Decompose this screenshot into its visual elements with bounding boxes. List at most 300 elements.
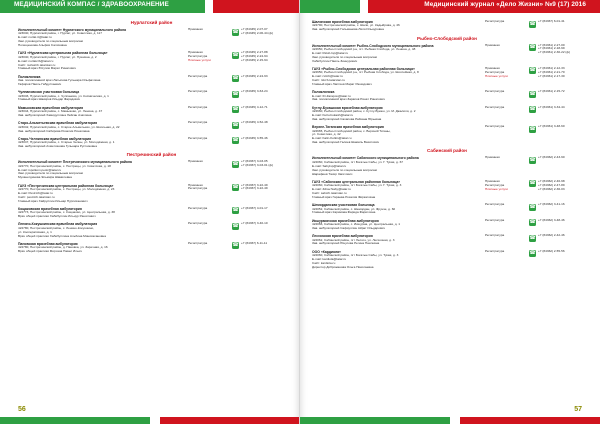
phone-number[interactable]: +7 (84362) 2-47-89 bbox=[538, 182, 565, 187]
entry-phones bbox=[241, 106, 285, 118]
phone-icon-cell bbox=[529, 234, 538, 246]
entry-details bbox=[312, 250, 485, 270]
entry-line: Главный врач Каримова Фарида Фаритовна bbox=[312, 211, 376, 215]
phone-label: Регистратура bbox=[188, 205, 208, 210]
phone-icon: ☎ bbox=[529, 234, 536, 241]
entry-line: 422770, Пестречинский район, с. Пестрецы, ул. Молодёжная, д. 23 bbox=[18, 187, 115, 191]
entry-details bbox=[312, 180, 485, 200]
entry-line: Главный врач Лаптиев Марат Рашидович bbox=[312, 82, 372, 86]
entry-line: E-mail: nurlat.rt@tatar.ru bbox=[18, 36, 52, 40]
entry-name: Старо-Альметьевская врачебная амбулатория bbox=[18, 121, 98, 126]
directory-entry bbox=[18, 51, 285, 71]
phone-number[interactable]: +7 (84345) 2-24-93 bbox=[241, 73, 268, 78]
district-heading: Сабинский район bbox=[427, 148, 467, 154]
entry-phones bbox=[241, 90, 285, 102]
phone-label: Регистратура bbox=[188, 240, 208, 245]
directory-entry bbox=[18, 28, 285, 48]
entry-line: Зам. руководителя по социальным вопросам bbox=[312, 168, 377, 172]
phone-number[interactable]: +7 (84345) 2-07-07 bbox=[241, 27, 268, 31]
phone-icon: ☎ bbox=[232, 106, 239, 113]
phone-number[interactable]: +7 (84362) 2-42-46 bbox=[538, 233, 565, 238]
entry-details bbox=[18, 51, 188, 71]
entry-phone-labels bbox=[485, 156, 529, 176]
right-page bbox=[300, 0, 600, 424]
phone-icon: ☎ bbox=[529, 106, 536, 113]
phone-icon: ☎ bbox=[529, 67, 536, 74]
entry-phones bbox=[241, 75, 285, 87]
entry-line: Зам. руководителя по социальным вопросам bbox=[312, 55, 377, 59]
phone-number[interactable]: +7 (84361) 2-21-70 bbox=[538, 69, 565, 74]
entry-phones bbox=[241, 207, 285, 219]
entry-line: 423044, Нурлатский район, с. Мамыково, ул. Ленина, д. 47 bbox=[18, 110, 103, 114]
entry-phone-labels bbox=[485, 106, 529, 122]
entry-details bbox=[18, 75, 188, 87]
entry-name: ГАУЗ «Сабинская центральная районная больница» bbox=[312, 179, 401, 184]
phone-number[interactable]: +7 (84362) 2-36-03 bbox=[538, 186, 565, 191]
phone-label: Регистратура bbox=[188, 135, 208, 140]
phone-number[interactable]: +7 (84361) 3-34-44 bbox=[538, 104, 565, 109]
entry-phones bbox=[538, 156, 582, 176]
phone-number[interactable]: +7 (84361) 2-30-22 (ф) bbox=[538, 50, 571, 55]
entry-phone-labels bbox=[188, 28, 232, 48]
entry-phone-labels bbox=[188, 75, 232, 87]
phone-icon: ☎ bbox=[529, 250, 536, 257]
entry-details bbox=[312, 90, 485, 102]
entry-line: Зав. амбулаторией Сабирова Розалия Ринатовна bbox=[18, 129, 90, 133]
entry-phones bbox=[241, 184, 285, 204]
entry-phones bbox=[538, 219, 582, 231]
phone-icon: ☎ bbox=[232, 121, 239, 128]
entry-line: Зав. амбулаторией Ахметзянова Гульнара Рустемовна bbox=[18, 145, 97, 149]
phone-icon-cell bbox=[529, 219, 538, 231]
entry-line: Зам. руководителя по социальным вопросам bbox=[18, 40, 83, 44]
directory-entry bbox=[312, 203, 582, 215]
phone-icon-cell bbox=[529, 125, 538, 145]
phone-number[interactable]: +7 (84361) 2-15-72 bbox=[538, 89, 565, 94]
phone-icon: ☎ bbox=[232, 51, 239, 58]
phone-label: Регистратура bbox=[485, 233, 505, 238]
entry-line: 422650, Рыбно-Слободский р-н, пгт Рыбная Слобода, ул. Шоссейная, д. 8 bbox=[312, 71, 419, 75]
phone-label: Приемная bbox=[188, 182, 203, 187]
entry-line: Главный врач Юсупов Марат Ринатович bbox=[18, 67, 77, 71]
entry-phone-labels bbox=[485, 180, 529, 200]
entry-name: ГАУЗ «Пестречинская центральная районная больница» bbox=[18, 183, 114, 188]
phone-label: Регистратура bbox=[188, 104, 208, 109]
entry-phones bbox=[538, 250, 582, 270]
phone-icon: ☎ bbox=[232, 207, 239, 214]
entry-details bbox=[312, 234, 485, 246]
directory-entry bbox=[312, 125, 582, 145]
entry-line: Зав. амбулаторией Сахапова Райхана Юрьевна bbox=[312, 117, 382, 121]
entry-line: 422062, Сабинский район, пгт Лесхоз, ул. Лесхозная, д. 3 bbox=[312, 238, 395, 242]
phone-label: Регистратура bbox=[188, 54, 208, 59]
phone-number[interactable]: +7 (84345) 2-27-88 bbox=[241, 50, 268, 55]
directory-entry bbox=[18, 184, 285, 204]
phone-icon-cell bbox=[232, 51, 241, 71]
entry-phone-labels bbox=[188, 51, 232, 71]
phone-number[interactable]: +7 (84345) 4-52-48 bbox=[241, 120, 268, 125]
phone-icon: ☎ bbox=[529, 219, 536, 226]
entry-name: Мамыковская врачебная амбулатория bbox=[18, 105, 84, 110]
entry-line: Шарафиев Тахир Загитович bbox=[312, 172, 353, 176]
phone-number[interactable]: +7 (84361) 3-48-60 bbox=[538, 124, 565, 129]
directory-entry bbox=[18, 222, 285, 238]
entry-phone-labels bbox=[188, 160, 232, 180]
entry-line: Муханетдинова Эльмира Шамилевна bbox=[18, 176, 72, 180]
directory-entry bbox=[18, 137, 285, 149]
entry-phone-labels bbox=[188, 90, 232, 102]
entry-details bbox=[18, 184, 188, 204]
phone-label: Приемная bbox=[485, 42, 500, 47]
entry-line: Зав. амбулаторией Сафиуллин Айрат Ильдарович bbox=[312, 226, 385, 230]
entry-line: Зав. амбулаторией Галиев Шамиль Вахитович bbox=[312, 141, 380, 145]
phone-icon-cell bbox=[529, 67, 538, 87]
entry-line: Директор Доброжанова Ольга Николаевна bbox=[312, 265, 374, 269]
district-heading: Нурлатский район bbox=[130, 20, 173, 25]
entry-line: Зав. амбулаторией Гильманова Ляля Ильнуровна bbox=[312, 28, 384, 32]
entry-details bbox=[18, 242, 188, 254]
phone-icon-cell bbox=[529, 180, 538, 200]
entry-phones bbox=[538, 44, 582, 64]
phone-icon: ☎ bbox=[232, 90, 239, 97]
entry-line: Хабибуллин Наиль Зиннурович bbox=[312, 59, 358, 63]
entry-details bbox=[312, 44, 485, 64]
phone-number[interactable]: +7 (84345) 3-63-24 bbox=[241, 89, 268, 94]
phone-label: Платные услуги bbox=[188, 58, 211, 63]
entry-phone-labels bbox=[485, 234, 529, 246]
phone-number[interactable]: +7 (84367) 3-03-05 bbox=[241, 159, 268, 164]
footer-band bbox=[0, 417, 299, 424]
phone-icon-cell bbox=[529, 90, 538, 102]
entry-details bbox=[18, 121, 188, 133]
entry-phone-labels bbox=[188, 184, 232, 204]
entry-phone-labels bbox=[188, 222, 232, 238]
entry-phone-labels bbox=[485, 67, 529, 87]
entry-line: 422773, Пестречинский район, с. Кощаково, ул. Центральная, д. 38 bbox=[18, 211, 115, 215]
phone-label: Регистратура bbox=[485, 19, 505, 23]
entry-line: Главный врач Шакиров Ильдар Фаридович bbox=[18, 98, 81, 102]
entry-phone-labels bbox=[485, 90, 529, 102]
entry-line: 422060, Сабинский район, пгт Богатые Сабы, ул. Тукая, д. 3 bbox=[312, 254, 399, 258]
phone-number[interactable]: +7 (84362) 3-41-16 bbox=[538, 202, 565, 207]
entry-line: Главный врач Хайруллин Ильнар Нурлиханович bbox=[18, 199, 88, 203]
phone-number[interactable]: +7 (84367) 3-22-49 bbox=[241, 186, 268, 191]
phone-number[interactable]: +7 (84345) 4-12-71 bbox=[241, 104, 268, 109]
entry-line: 422665, Рыбно-Слободский район, с. Верхний Тиганы, bbox=[312, 129, 391, 133]
entry-phones bbox=[241, 242, 285, 254]
phone-icon: ☎ bbox=[529, 20, 536, 27]
phone-icon-cell bbox=[232, 75, 241, 87]
entry-line: E-mail: Pestrcrb@tatar.ru bbox=[18, 191, 53, 195]
entry-phones bbox=[241, 160, 285, 180]
entry-line: 423040, Нурлатский район, г. Нурлат, ул. Пушкина, д. 2 bbox=[18, 55, 97, 59]
phone-label: Приемная bbox=[485, 178, 500, 183]
directory-entry bbox=[312, 219, 582, 231]
entry-line: 423040, Нурлатский район, г. Нурлат, ул. Советская, д. 117 bbox=[18, 32, 102, 36]
entry-line: 422790, Пестречинский район, с. Шали, ул. Кадыйрова, д. 46 bbox=[312, 24, 400, 28]
entry-name: Исполнительный комитет Сабинского муниципального района bbox=[312, 156, 419, 161]
entry-line: E-mail: kardiola@tatar.ru bbox=[312, 257, 347, 261]
directory-entry bbox=[312, 90, 582, 102]
phone-icon: ☎ bbox=[232, 242, 239, 249]
entry-line: Сайт: sabcrb.tatarstan.ru bbox=[312, 191, 347, 195]
phone-icon-cell bbox=[529, 44, 538, 64]
running-header: Медицинский журнал «Дело Жизни» №9 (17) 2016 bbox=[424, 1, 586, 8]
phone-icon-cell bbox=[232, 207, 241, 219]
phone-icon-cell bbox=[529, 156, 538, 176]
entry-phones bbox=[538, 180, 582, 200]
phone-number[interactable]: +7 (84367) 4-01-17 bbox=[241, 205, 268, 210]
entry-phones bbox=[241, 137, 285, 149]
entry-name: Исполнительный комитет Пестречинского муниципального района bbox=[18, 160, 132, 165]
phone-icon-cell bbox=[232, 222, 241, 238]
phone-icon-cell bbox=[529, 106, 538, 122]
phone-icon: ☎ bbox=[529, 90, 536, 97]
entry-line: E-mail: Rslob.Isp@tatar.ru bbox=[312, 51, 349, 55]
phone-label: Регистратура bbox=[188, 120, 208, 125]
entry-phones bbox=[538, 67, 582, 87]
entry-phone-labels bbox=[485, 125, 529, 145]
directory-entry bbox=[312, 20, 582, 32]
entry-line: 422650, Рыбно-Слободский р-н, пгт. Рыбная Слобода, ул. Ленина, д. 48 bbox=[312, 47, 416, 51]
entry-line: 422780, Пестречинский район, д. Пановка, ул. Заречная, д. 16 bbox=[18, 246, 108, 250]
entry-line: Зав. амбулаторией Хамидуллина Лейсан Азатовна bbox=[18, 114, 92, 117]
phone-icon: ☎ bbox=[529, 180, 536, 187]
directory-entry bbox=[312, 180, 582, 200]
directory-entry bbox=[18, 75, 285, 87]
entry-line: Зам. руководителя по социальным вопросам bbox=[18, 172, 83, 176]
entry-name: ГАУЗ «Рыбно-Слободская центральная районная больница» bbox=[312, 66, 415, 71]
entry-line: ул. Советская, д. 42 bbox=[312, 133, 341, 137]
page-number: 57 bbox=[574, 406, 582, 413]
phone-icon-cell bbox=[232, 121, 241, 133]
entry-phone-labels bbox=[188, 137, 232, 149]
phone-label: Регистратура bbox=[485, 69, 505, 74]
entry-line: Сайт: pestrcrb.tatarstan.ru bbox=[18, 195, 55, 199]
entry-line: Гафиров Наиль Габдулхаевич bbox=[18, 82, 62, 86]
phone-number[interactable]: +7 (84361) 2-12-33 bbox=[538, 65, 565, 70]
phone-label: Приемная bbox=[188, 159, 203, 164]
entry-phones bbox=[241, 51, 285, 71]
entry-line: 422770, Пестречинский район, с. Пестрецы, ул. Советская, д. 18 bbox=[18, 164, 111, 168]
entry-phone-labels bbox=[485, 20, 529, 32]
entry-name: Икшурминская врачебная амбулатория bbox=[312, 218, 379, 223]
footer-band bbox=[300, 417, 600, 424]
directory-column bbox=[312, 20, 582, 400]
directory-entry bbox=[312, 106, 582, 122]
phone-icon-cell bbox=[232, 242, 241, 254]
entry-line: E-mail: ID-Zarapov@tatar.ru bbox=[312, 94, 351, 98]
phone-label: Регистратура bbox=[485, 217, 505, 222]
directory-entry bbox=[312, 156, 582, 176]
entry-phone-labels bbox=[188, 121, 232, 133]
entry-line: Зав. поликлиникой врач Зарапов Ринат Ринатович bbox=[312, 98, 385, 102]
phone-label: Приемная bbox=[485, 155, 500, 160]
entry-name: Верхне-Тиганская врачебная амбулатория bbox=[312, 125, 384, 130]
entry-line: Врач общей практики Хабибуллина Альбина Минихасановна bbox=[18, 234, 106, 238]
entry-line: 422052, Сабинский район, с. Шемордан, ул. Фрунзе, д. 60 bbox=[312, 207, 396, 211]
entry-line: 422066, Сабинский район, с. Икшурма, ул. Центральная, д. 1 bbox=[312, 223, 400, 227]
entry-line: Врач общей практики Морозов Павел Ильич bbox=[18, 250, 82, 254]
phone-number[interactable]: +7 (84367) 6-01-41 bbox=[538, 19, 565, 23]
entry-details bbox=[18, 160, 188, 180]
phone-label: Регистратура bbox=[485, 202, 505, 207]
entry-line: E-mail: rslcrb@tatar.ru bbox=[312, 75, 343, 79]
entry-details bbox=[18, 106, 188, 118]
entry-details bbox=[312, 125, 485, 145]
district-heading: Рыбно-Слободский район bbox=[417, 35, 477, 41]
entry-line: E-mail: Kutlu.bukash@tatar.ru bbox=[312, 114, 354, 117]
phone-number[interactable]: +7 (84345) 3-55-46 bbox=[241, 135, 268, 140]
entry-details bbox=[312, 203, 485, 215]
entry-phones bbox=[538, 90, 582, 102]
entry-line: Главный врач Гараева Розалия Фиркатовна bbox=[312, 195, 376, 199]
phone-label: Регистратура bbox=[188, 89, 208, 94]
entry-name: Чулпановская участковая больница bbox=[18, 90, 80, 95]
entry-details bbox=[18, 222, 188, 238]
phone-icon: ☎ bbox=[232, 222, 239, 229]
entry-phone-labels bbox=[485, 203, 529, 215]
entry-line: E-mail: Sabyisp@tatar.ru bbox=[312, 164, 347, 168]
entry-line: E-mail: nurlatcrb@tatar.ru bbox=[18, 59, 54, 63]
phone-icon: ☎ bbox=[232, 137, 239, 144]
phone-icon: ☎ bbox=[529, 44, 536, 51]
entry-name: Исполнительный комитет Рыбно-Слободского муниципального района bbox=[312, 43, 434, 48]
directory-entry bbox=[18, 121, 285, 133]
entry-line: Зав. амбулаторией Юнусова Регина Наилевна bbox=[312, 242, 380, 246]
entry-line: 423042, Нурлатский район, с. Старое Альметьево, ул. Школьная, д. 22 bbox=[18, 125, 120, 129]
entry-line: 423047, Нурлатский район, с. Старые Челны, ул. Молодёжная, д. 1 bbox=[18, 141, 115, 145]
entry-name: ГАУЗ «Нурлатская центральная районная больница» bbox=[18, 51, 108, 56]
entry-phones bbox=[538, 125, 582, 145]
phone-number[interactable]: +7 (84345) 2-06-44 (ф) bbox=[241, 30, 274, 35]
phone-icon: ☎ bbox=[232, 184, 239, 191]
entry-name: Пановская врачебная амбулатория bbox=[18, 241, 78, 246]
phone-number[interactable]: +7 (84345) 2-15-94 bbox=[241, 58, 268, 63]
phone-icon: ☎ bbox=[232, 160, 239, 167]
directory-column bbox=[18, 20, 285, 400]
entry-name: Старо-Челнинская врачебная амбулатория bbox=[18, 136, 92, 141]
entry-name: Исполнительный комитет Нурлатского муниципального района bbox=[18, 28, 127, 32]
entry-phones bbox=[241, 121, 285, 133]
entry-phone-labels bbox=[188, 242, 232, 254]
phone-label: Регистратура bbox=[485, 182, 505, 187]
entry-name: Шеморданская участковая больница bbox=[312, 203, 375, 208]
phone-label: Регистратура bbox=[188, 73, 208, 78]
phone-icon: ☎ bbox=[529, 125, 536, 132]
directory-entry bbox=[18, 106, 285, 118]
phone-label: Регистратура bbox=[485, 124, 505, 129]
entry-line: 422660, Рыбно-Слободский район, с. Кутлу-Букаш, ул. М. Джалиля, д. 2 bbox=[312, 110, 416, 114]
entry-line: Зав. поликлиникой врач Латыпова Гульнара Ильфатовна bbox=[18, 79, 101, 83]
entry-line: E-mail: Kalin.Kolkin@tatar.ru bbox=[312, 137, 352, 141]
phone-icon-cell bbox=[232, 184, 241, 204]
entry-phones bbox=[241, 28, 285, 48]
phone-number[interactable]: +7 (84367) 6-11-11 bbox=[241, 240, 268, 245]
phone-number[interactable]: +7 (84362) 2-46-98 bbox=[538, 178, 565, 183]
entry-phones bbox=[241, 222, 285, 238]
entry-phone-labels bbox=[485, 250, 529, 270]
entry-name: ООО «Кардиола» bbox=[312, 249, 341, 254]
entry-line: ул. Кооперативная, д. 1 bbox=[18, 230, 52, 234]
entry-line: Сайт: rslcrb.tatarstan.ru bbox=[312, 79, 345, 83]
phone-number[interactable]: +7 (84362) 2-55-56 bbox=[538, 248, 565, 253]
phone-label: Регистратура bbox=[485, 89, 505, 94]
phone-label: Регистратура bbox=[485, 248, 505, 253]
phone-label: Приемная bbox=[188, 27, 203, 31]
phone-label: Регистратура bbox=[485, 104, 505, 109]
phone-number[interactable]: +7 (84361) 2-27-00 bbox=[538, 42, 565, 47]
phone-icon-cell bbox=[529, 20, 538, 32]
directory-entry bbox=[312, 44, 582, 64]
phone-icon-cell bbox=[232, 28, 241, 48]
phone-label: Приемная bbox=[485, 65, 500, 70]
phone-label: Платные услуги bbox=[485, 186, 508, 191]
phone-icon-cell bbox=[232, 160, 241, 180]
entry-line: E-mail: Zdrav.Saby@tatar.ru bbox=[312, 188, 351, 192]
entry-name: Лесхозская врачебная амбулатория bbox=[312, 234, 373, 239]
phone-number[interactable]: +7 (84361) 2-18-99 bbox=[538, 46, 565, 51]
entry-name: Шалинская врачебная амбулатория bbox=[312, 20, 373, 24]
entry-name: Кощаковская врачебная амбулатория bbox=[18, 206, 82, 211]
entry-line: Полещенкова Альфия Салиховна bbox=[18, 44, 67, 48]
entry-line: E-mail: ispolkom.pestr@tatar.ru bbox=[18, 168, 62, 172]
entry-line: Сайт: nurlatcrb.tatarstan.ru bbox=[18, 63, 56, 67]
directory-entry bbox=[18, 207, 285, 219]
directory-entry bbox=[312, 67, 582, 87]
entry-details bbox=[312, 106, 485, 122]
phone-label: Приемная bbox=[188, 50, 203, 55]
phone-number[interactable]: +7 (84367) 3-22-49 bbox=[241, 182, 268, 187]
entry-details bbox=[18, 28, 188, 48]
phone-icon-cell bbox=[232, 137, 241, 149]
phone-number[interactable]: +7 (84362) 2-43-90 bbox=[538, 155, 565, 160]
entry-details bbox=[312, 67, 485, 87]
directory-entry bbox=[18, 242, 285, 254]
entry-phones bbox=[538, 106, 582, 122]
phone-label: Регистратура bbox=[188, 186, 208, 191]
entry-line: 422060, Сабинский район, пгт Богатые Сабы, ул. Г. Тукая, д. 3 bbox=[312, 184, 402, 188]
entry-phone-labels bbox=[485, 44, 529, 64]
entry-line: Сайт: kardiola.ru bbox=[312, 261, 336, 265]
entry-name: Ленино-Кокушкинская врачебная амбулатория bbox=[18, 222, 98, 227]
phone-number[interactable]: +7 (84367) 3-03-01 (ф) bbox=[241, 163, 274, 168]
entry-name: Поликлиника bbox=[312, 90, 335, 95]
phone-label: Платные услуги bbox=[485, 73, 508, 78]
phone-number[interactable]: +7 (84361) 2-17-30 bbox=[538, 73, 565, 78]
phone-icon-cell bbox=[529, 203, 538, 215]
entry-phones bbox=[538, 20, 582, 32]
district-heading: Пестречинский район bbox=[126, 152, 177, 158]
entry-details bbox=[312, 20, 485, 32]
entry-details bbox=[18, 90, 188, 102]
phone-label: Регистратура bbox=[188, 221, 208, 226]
phone-number[interactable]: +7 (84345) 2-24-94 bbox=[241, 54, 268, 59]
phone-icon: ☎ bbox=[232, 75, 239, 82]
entry-line: 423046, Нурлатский район, с. Чулпаново, ул. Космическая, д. 1 bbox=[18, 94, 109, 98]
entry-name: Кутлу-Букашская врачебная амбулатория bbox=[312, 105, 383, 110]
entry-phones bbox=[538, 203, 582, 215]
entry-phone-labels bbox=[188, 106, 232, 118]
entry-details bbox=[18, 137, 188, 149]
phone-icon-cell bbox=[232, 90, 241, 102]
directory-entry bbox=[18, 90, 285, 102]
running-header: МЕДИЦИНСКИЙ КОМПАС / ЗДРАВООХРАНЕНИЕ bbox=[14, 1, 169, 8]
phone-number[interactable]: +7 (84362) 3-48-46 bbox=[538, 217, 565, 222]
phone-number[interactable]: +7 (84367) 3-40-10 bbox=[241, 221, 268, 226]
entry-line: 422780, Пестречинский район, с. Ленино-Кокушкино, bbox=[18, 226, 95, 230]
entry-phones bbox=[538, 234, 582, 246]
